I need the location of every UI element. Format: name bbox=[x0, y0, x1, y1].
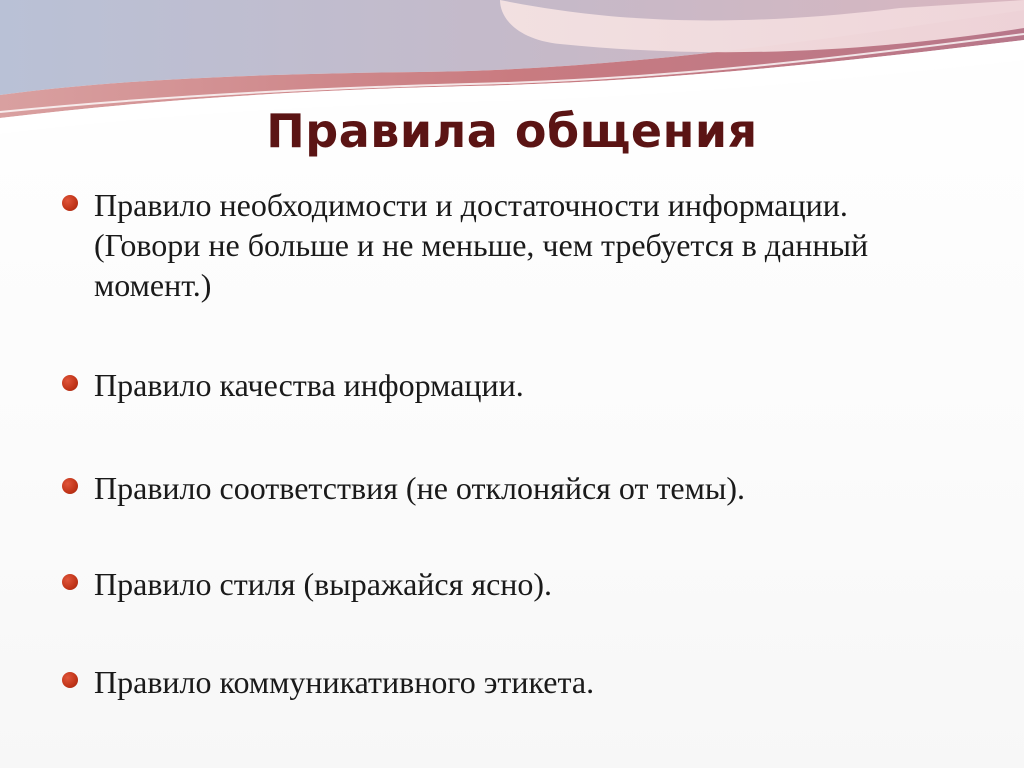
bullet-dot-icon bbox=[62, 375, 78, 391]
bullet-text: Правило стиля (выражайся ясно). bbox=[94, 566, 553, 602]
bullet-text: Правило качества информации. bbox=[94, 367, 524, 403]
bullet-dot-icon bbox=[62, 478, 78, 494]
slide-title: Правила общения bbox=[266, 104, 758, 158]
bullet-text: Правило коммуникативного этикета. bbox=[94, 664, 595, 700]
bullet-text: Правило необходимости и достаточности информации. (Говори не больше и не меньше, чем требуется в данный момент.) bbox=[94, 187, 869, 303]
bullet-dot-icon bbox=[62, 672, 78, 688]
bullet-text: Правило соответствия (не отклоняйся от темы). bbox=[94, 470, 746, 506]
bullet-dot-icon bbox=[62, 574, 78, 590]
bullet-dot-icon bbox=[62, 195, 78, 211]
